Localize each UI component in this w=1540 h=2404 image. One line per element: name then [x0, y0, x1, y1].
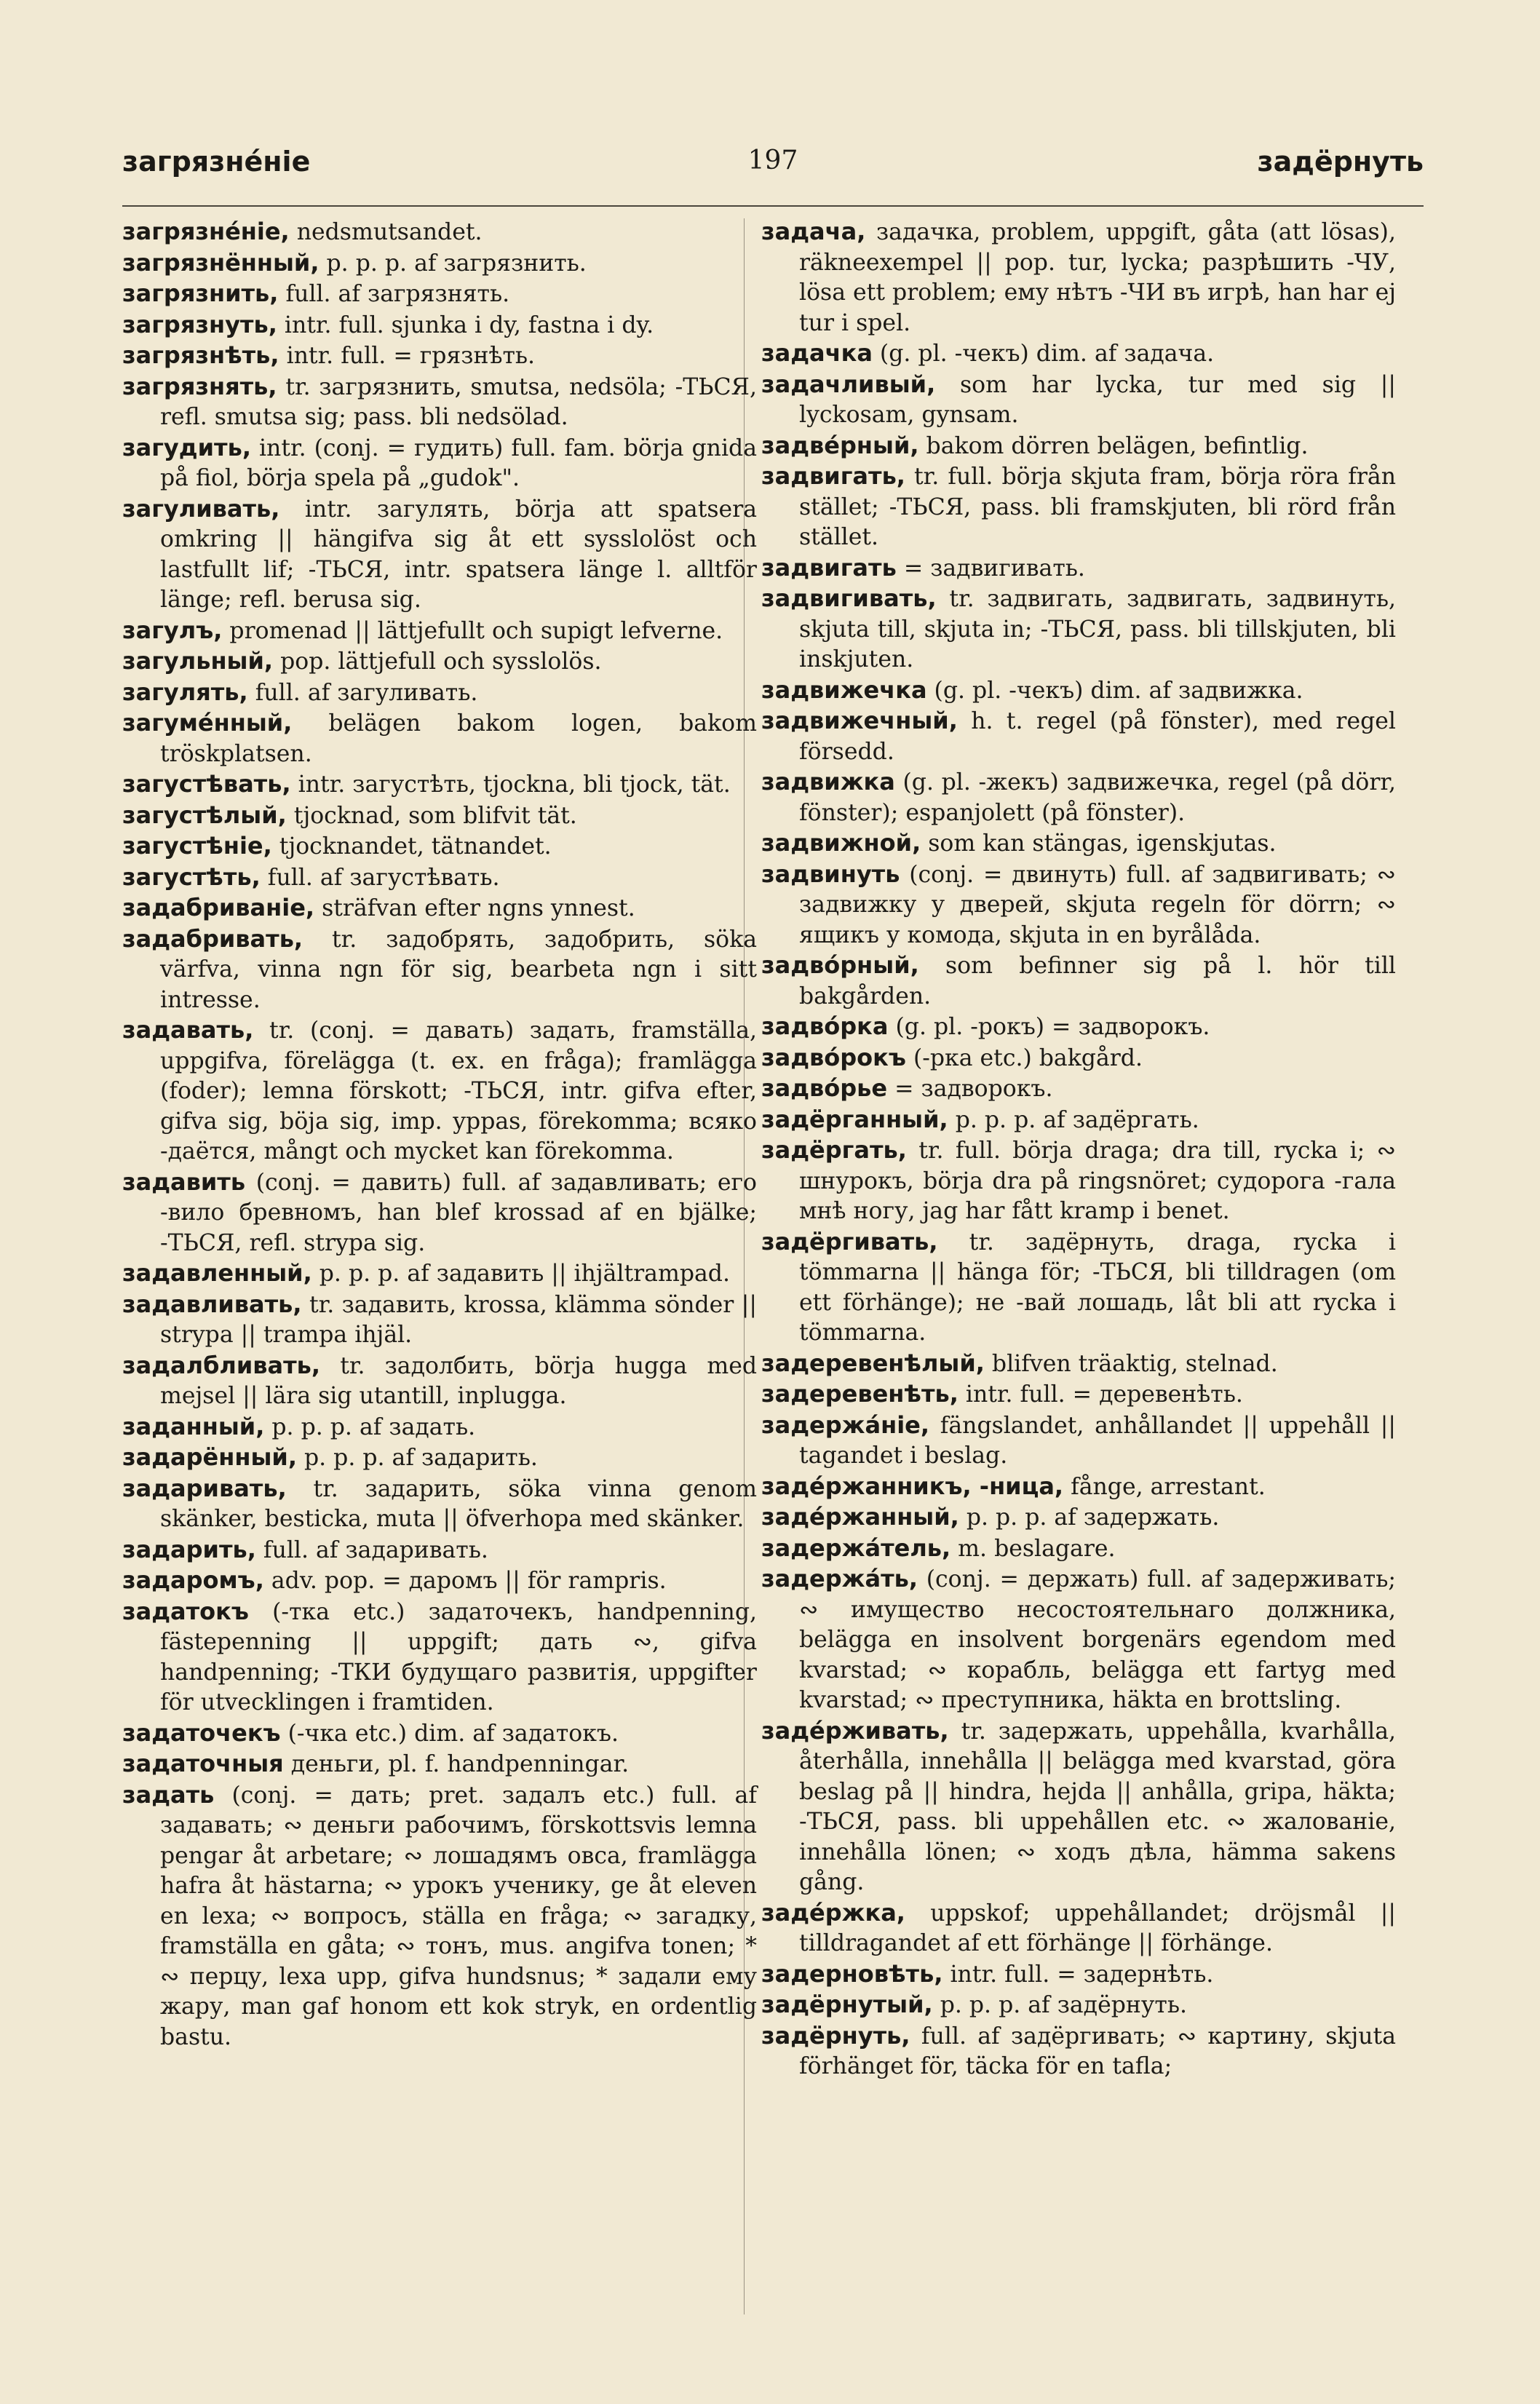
entry-headword: загулять, — [122, 678, 248, 706]
entry-definition: fängslandet, anhållandet || uppehåll || tagandet i beslag. — [799, 1412, 1397, 1469]
entry-definition: intr. full. = грязнѣть. — [286, 343, 536, 369]
entry-headword: задвинуть — [761, 860, 900, 888]
entry-definition: som befinner sig på l. hör till bakgården. — [799, 953, 1397, 1009]
entry-headword: задержáть, — [761, 1565, 918, 1592]
entry-headword: загустѣть, — [122, 862, 261, 891]
entry-definition: tr. задвигать, задвигать, задвинуть, skjuta till, skjuta in; -ТЬСЯ, pass. bli tillskjuten, bli inskjuten. — [799, 586, 1396, 673]
dictionary-entry — [122, 1597, 757, 1718]
entry-definition: (-чка etc.) dim. af задатокъ. — [287, 1720, 619, 1747]
entry-headword: задёрнуть, — [761, 2021, 910, 2050]
dictionary-entry — [761, 1564, 1396, 1716]
dictionary-entry — [761, 1898, 1396, 1959]
entry-headword: загрязнѣть, — [122, 341, 279, 369]
entry-headword: задвигать, — [761, 462, 905, 490]
entry-definition: = задворокъ. — [894, 1076, 1053, 1102]
entry-headword: задаточныя — [122, 1750, 284, 1777]
dictionary-entry — [122, 217, 757, 248]
dictionary-entry — [122, 678, 757, 709]
entry-definition: full. af задаривать. — [263, 1536, 488, 1563]
entry-definition: full. af загрязнять. — [285, 281, 510, 307]
dictionary-entry — [122, 1167, 757, 1259]
dictionary-entry — [761, 553, 1396, 584]
dictionary-entry — [122, 924, 757, 1016]
dictionary-entry — [761, 1502, 1396, 1534]
dictionary-entry — [761, 2021, 1396, 2082]
dictionary-entry — [761, 828, 1396, 860]
entry-headword: задеревенѣть, — [761, 1380, 958, 1408]
dictionary-entry — [761, 1135, 1396, 1227]
entry-definition: belägen bakom logen, bakom tröskplatsen. — [160, 710, 758, 767]
entry-headword: задарить, — [122, 1535, 256, 1563]
entry-definition: full. af загустѣвать. — [267, 864, 500, 891]
entry-definition: деньги, pl. f. handpenningar. — [290, 1751, 630, 1777]
right-column — [761, 217, 1396, 2082]
dictionary-entry — [122, 1443, 757, 1474]
entry-headword: загуливать, — [122, 494, 280, 523]
entry-headword: заданный, — [122, 1412, 265, 1440]
page-header — [122, 146, 1424, 197]
entry-headword: задабриваніе, — [122, 894, 315, 921]
entry-definition: tr. задержать, uppehålla, kvarhålla, återhålla, innehålla || belägga med kvarstad, göra beslag på || hindra, hejda || anhålla, gripa, häkta; -ТЬСЯ, pass. bli uppehållen etc. ∾ жалованіе, innehålla lönen; ∾ ходъ дѣла, hämma sakens gång. — [799, 1718, 1396, 1895]
dictionary-entry — [761, 1959, 1396, 1991]
entry-definition: intr. загустѣть, tjockna, bli tjock, tät. — [298, 771, 731, 798]
entry-headword: задержáніе, — [761, 1411, 930, 1439]
entry-headword: задéржанный, — [761, 1503, 959, 1531]
entry-headword: задабривать, — [122, 924, 303, 953]
dictionary-entry — [122, 1780, 757, 2053]
entry-headword: загустѣвать, — [122, 770, 291, 798]
dictionary-entry — [122, 1718, 757, 1750]
entry-definition: p. p. p. af задарить. — [303, 1445, 538, 1471]
dictionary-entry — [122, 494, 757, 616]
header-first-word: загрязнéніе — [122, 146, 311, 178]
entry-headword: загрязнять, — [122, 372, 277, 400]
dictionary-entry — [761, 1043, 1396, 1074]
entry-headword: загрязнéніе, — [122, 218, 290, 245]
entry-headword: задатокъ — [122, 1597, 249, 1625]
dictionary-entry — [122, 433, 757, 494]
entry-headword: задаточекъ — [122, 1718, 281, 1747]
entry-definition: задачка, problem, uppgift, gåta (att lösas), räkneexempel || pop. tur, lycka; разрѣшить -ЧУ, lösa ett problem; ему нѣтъ -ЧИ въ игрѣ, han har ej tur i spel. — [799, 219, 1396, 336]
entry-headword: задалбливать, — [122, 1351, 321, 1379]
dictionary-entry — [122, 769, 757, 801]
dictionary-entry — [761, 1990, 1396, 2021]
entry-headword: задвигивать, — [761, 584, 937, 612]
dictionary-entry — [761, 338, 1396, 370]
entry-definition: p. p. p. af задёрнуть. — [940, 1992, 1187, 2018]
dictionary-entry — [122, 341, 757, 372]
dictionary-entry — [122, 862, 757, 894]
entry-definition: (conj. = давить) full. af задавливать; его -вило бревномъ, han blef krossad af en bjälke; -ТЬСЯ, refl. strypa sig. — [160, 1169, 757, 1256]
entry-headword: задаромъ, — [122, 1566, 264, 1594]
dictionary-entry — [761, 1349, 1396, 1380]
entry-headword: задачливый, — [761, 370, 936, 398]
entry-definition: = задвигивать. — [903, 555, 1085, 582]
entry-headword: задавить — [122, 1167, 246, 1196]
entry-headword: задвижка — [761, 768, 895, 796]
entry-headword: задéрживать, — [761, 1716, 949, 1745]
left-column — [122, 217, 757, 2052]
entry-definition: full. af загуливать. — [255, 679, 478, 706]
entry-definition: p. p. p. af задать. — [271, 1413, 476, 1440]
entry-headword: задвóрный, — [761, 951, 919, 979]
entry-definition: tr. задарить, söka vinna genom skänker, besticka, muta || öfverhopa med skänker. — [160, 1475, 757, 1532]
dictionary-entry — [761, 706, 1396, 767]
entry-definition: tr. (conj. = давать) задать, framställa, uppgifva, förelägga (t. ex. en fråga); framlägga (foder); lemna förskott; -ТЬСЯ, intr. gifva efter, gifva sig, böja sig, imp. yppas, förekomma; всяко -даётся, mångt och mycket kan förekomma. — [160, 1017, 758, 1165]
entry-definition: (g. pl. -рокъ) = задворокъ. — [895, 1014, 1210, 1040]
dictionary-entry — [122, 1412, 757, 1443]
entry-definition: full. af задёргивать; ∾ картину, skjuta förhänget för, täcka för en tafla; — [799, 2023, 1397, 2079]
entry-headword: задерновѣть, — [761, 1959, 943, 1988]
entry-headword: задавленный, — [122, 1259, 312, 1287]
entry-definition: tr. задобрять, задобрить, söka värfva, vinna ngn för sig, bearbeta ngn i sitt intresse. — [160, 926, 758, 1013]
entry-definition: tr. full. börja draga; dra till, rycka i; ∾ шнурокъ, börja dra på ringsnöret; судорога -гала мнѣ ногу, jag har fått kramp i benet. — [799, 1138, 1396, 1224]
entry-definition: p. p. p. af задёргать. — [955, 1106, 1199, 1133]
entry-definition: intr. full. sjunka i dy, fastna i dy. — [284, 312, 654, 338]
entry-definition: h. t. regel (på fönster), med regel försedd. — [799, 708, 1396, 765]
entry-headword: задвóрка — [761, 1012, 889, 1040]
dictionary-entry — [122, 1749, 757, 1780]
entry-definition: blifven träaktig, stelnad. — [991, 1350, 1278, 1377]
entry-definition: pop. lättjefull och sysslolös. — [280, 648, 602, 675]
dictionary-entry — [122, 279, 757, 310]
entry-definition: m. beslagare. — [958, 1535, 1116, 1562]
entry-headword: задвижечка — [761, 675, 927, 704]
entry-definition: adv. pop. = даромъ || för rampris. — [271, 1568, 667, 1594]
entry-definition: tr. full. börja skjuta fram, börja röra från stället; -ТЬСЯ, pass. bli framskjuten, bli rörd från stället. — [799, 464, 1396, 550]
entry-headword: задвéрный, — [761, 431, 919, 459]
entry-headword: загумéнный, — [122, 709, 293, 737]
dictionary-entry — [122, 1351, 757, 1412]
dictionary-entry — [761, 1411, 1396, 1472]
entry-headword: задеревенѣлый, — [761, 1349, 985, 1377]
entry-definition: intr. загулять, börja att spatsera omkring || hängifva sig åt ett sysslolöst och lastfullt lif; -ТЬСЯ, intr. spatsera länge l. alltför länge; refl. berusa sig. — [160, 496, 757, 613]
entry-headword: загрязнить, — [122, 279, 279, 307]
page-number: 197 — [747, 146, 798, 175]
dictionary-entry — [761, 370, 1396, 431]
entry-headword: задёргивать, — [761, 1227, 938, 1255]
entry-definition: promenad || lättjefullt och supigt lefverne. — [229, 617, 723, 644]
entry-definition: (g. pl. -чекъ) dim. af задача. — [879, 341, 1215, 367]
dictionary-entry — [761, 860, 1396, 951]
entry-headword: задарённый, — [122, 1443, 297, 1471]
entry-definition: som har lycka, tur med sig || lyckosam, gynsam. — [799, 371, 1397, 428]
dictionary-entry — [761, 1105, 1396, 1136]
dictionary-entry — [122, 616, 757, 647]
dictionary-entry — [122, 372, 757, 433]
entry-headword: задачка — [761, 339, 873, 367]
entry-headword: задвижной, — [761, 829, 921, 857]
dictionary-entry — [761, 1379, 1396, 1411]
dictionary-entry — [761, 1716, 1396, 1898]
entry-headword: загрязнённый, — [122, 248, 319, 277]
entry-headword: задать — [122, 1780, 215, 1809]
entry-definition: tr. задёрнуть, draga, rycka i tömmarna || hänga för; -ТЬСЯ, bli tilldragen (om ett förhänge); не -вай лошадь, låt bli att rycka i tömmarna. — [799, 1229, 1397, 1346]
header-last-word: задёрнуть — [1257, 146, 1424, 178]
dictionary-entry — [761, 951, 1396, 1012]
entry-definition: p. p. p. af задавить || ihjältrampad. — [319, 1261, 730, 1287]
entry-definition: (-тка etc.) задаточекъ, handpenning, fästepenning || uppgift; дать ∾, gifva handpenning; -ТКИ будущаго развитія, uppgifter för utvecklingen i framtiden. — [160, 1598, 757, 1715]
dictionary-entry — [761, 1534, 1396, 1565]
entry-headword: задёрганный, — [761, 1105, 948, 1133]
entry-headword: задавливать, — [122, 1290, 302, 1318]
entry-definition: (g. pl. -чекъ) dim. af задвижка. — [934, 677, 1303, 704]
dictionary-entry — [122, 248, 757, 279]
entry-headword: загустѣніе, — [122, 832, 272, 860]
dictionary-entry — [122, 831, 757, 862]
dictionary-entry — [761, 584, 1396, 675]
entry-definition: intr. full. = задернѣть. — [950, 1961, 1214, 1988]
entry-headword: задаривать, — [122, 1474, 287, 1502]
dictionary-entry — [122, 801, 757, 832]
dictionary-entry — [761, 461, 1396, 553]
entry-definition: tr. задолбить, börja hugga med mejsel || lära sig utantill, inplugga. — [160, 1352, 758, 1409]
entry-headword: задавать, — [122, 1016, 254, 1044]
dictionary-entry — [122, 1290, 757, 1351]
entry-headword: загулъ, — [122, 616, 223, 644]
entry-headword: загудить, — [122, 433, 251, 461]
entry-definition: tjocknad, som blifvit tät. — [293, 802, 577, 829]
dictionary-entry — [761, 431, 1396, 462]
entry-headword: загустѣлый, — [122, 801, 287, 829]
dictionary-entry — [122, 1258, 757, 1290]
entry-definition: (conj. = дать; pret. задалъ etc.) full. af задавать; ∾ деньги рабочимъ, förskottsvis lemna pengar åt arbetare; ∾ лошадямъ овса, framlägga hafra åt hästarna; ∾ урокъ ученику, ge åt eleven en lexa; ∾ вопросъ, ställa en fråga; ∾ загадку, framställa en gåta; ∾ тонъ, mus. angifva tonen; * ∾ перцу, lexa upp, gifva hundsnus; * задали ему жару, man gaf honom ett kok stryk, en ordentlig bastu. — [160, 1782, 757, 2050]
dictionary-entry — [122, 1566, 757, 1597]
entry-definition: nedsmutsandet. — [296, 219, 483, 245]
dictionary-entry — [761, 675, 1396, 707]
entry-definition: tjocknandet, tätnandet. — [279, 833, 552, 860]
dictionary-entry — [761, 1227, 1396, 1349]
entry-definition: tr. задавить, krossa, klämma sönder || strypa || trampa ihjäl. — [160, 1291, 757, 1348]
dictionary-entry — [761, 767, 1396, 828]
entry-definition: (-рка etc.) bakgård. — [913, 1044, 1143, 1071]
dictionary-entry — [122, 708, 757, 769]
entry-definition: fånge, arrestant. — [1071, 1473, 1266, 1500]
dictionary-entry — [122, 310, 757, 341]
dictionary-entry — [122, 1535, 757, 1566]
header-rule — [122, 205, 1424, 207]
dictionary-entry — [122, 1015, 757, 1167]
entry-headword: загульный, — [122, 647, 274, 675]
entry-definition: tr. загрязнить, smutsa, nedsöla; -ТЬСЯ, refl. smutsa sig; pass. bli nedsölad. — [160, 373, 757, 430]
entry-definition: (g. pl. -жекъ) задвижечка, regel (på dörr, fönster); espanjolett (på fönster). — [799, 769, 1397, 826]
dictionary-entry — [761, 1472, 1396, 1503]
entry-headword: задвигать — [761, 553, 897, 582]
entry-headword: задвóрье — [761, 1074, 888, 1102]
entry-headword: задача, — [761, 218, 866, 245]
entry-definition: (conj. = держать) full. af задерживать; ∾ имущество несостоятельнаго должника, belägga en insolvent borgenärs egendom med kvarstad; ∾ корабль, belägga ett fartyg med kvarstad; ∾ преступника, häkta en brottsling. — [799, 1566, 1396, 1713]
entry-headword: загрязнуть, — [122, 310, 277, 338]
entry-headword: задёрнутый, — [761, 1991, 933, 2018]
entry-definition: (conj. = двинуть) full. af задвигивать; ∾ задвижку у дверей, skjuta regeln för dörrn; ∾ ящикъ у комода, skjuta in en byrålåda. — [799, 861, 1396, 948]
entry-definition: p. p. p. af загрязнить. — [326, 250, 587, 277]
entry-definition: intr. (conj. = гудить) full. fam. börja gnida på fiol, börja spela på „gudok". — [160, 435, 757, 491]
entry-definition: p. p. p. af задержать. — [966, 1504, 1220, 1531]
entry-headword: задвóрокъ — [761, 1043, 906, 1071]
entry-definition: bakom dörren belägen, befintlig. — [926, 432, 1309, 459]
dictionary-entry — [122, 893, 757, 924]
dictionary-entry — [761, 217, 1396, 338]
dictionary-entry — [122, 646, 757, 678]
dictionary-entry — [761, 1074, 1396, 1105]
entry-definition: sträfvan efter ngns ynnest. — [322, 895, 635, 921]
entry-definition: uppskof; uppehållandet; dröjsmål || tilldragandet af ett förhänge || förhänge. — [799, 1900, 1396, 1956]
dictionary-entry — [761, 1012, 1396, 1043]
entry-definition: som kan stängas, igenskjutas. — [928, 830, 1277, 857]
entry-headword: задвижечный, — [761, 707, 958, 734]
entry-headword: задёргать, — [761, 1136, 907, 1164]
entry-headword: задержáтель, — [761, 1534, 951, 1562]
entry-definition: intr. full. = деревенѣть. — [965, 1381, 1243, 1408]
entry-headword: задéржка, — [761, 1898, 905, 1927]
dictionary-entry — [122, 1474, 757, 1535]
entry-headword: задéржанникъ, -ница, — [761, 1472, 1064, 1500]
